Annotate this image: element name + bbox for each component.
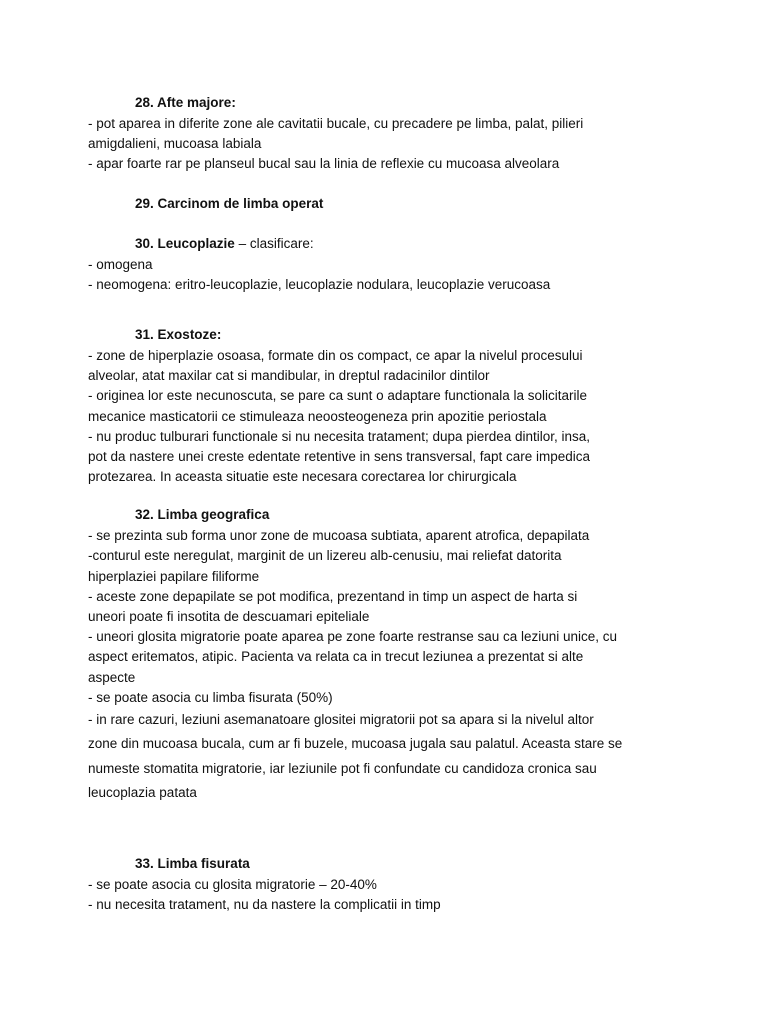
paragraph-line: - neomogena: eritro-leucoplazie, leucoplazie nodulara, leucoplazie verucoasa <box>88 276 551 292</box>
section-29 <box>88 194 688 215</box>
section-number: 31. <box>135 326 154 342</box>
section-heading <box>88 234 688 255</box>
paragraph-line: - originea lor este necunoscuta, se pare ca sunt o adaptare functionala la solicitarile <box>88 388 588 404</box>
section-title: Limba geografica <box>157 507 270 523</box>
paragraph-line: mecanice masticatorii ce stimuleaza neoosteogeneza prin apozitie periostala <box>88 408 547 424</box>
paragraph-line: - omogena <box>88 256 153 272</box>
paragraph-line: - aceste zone depapilate se pot modifica, prezentand in timp un aspect de harta si <box>88 588 578 604</box>
paragraph-line: - uneori glosita migratorie poate aparea pe zone foarte restranse sau ca leziuni unice, cu <box>88 629 618 645</box>
section-title-suffix: – clasificare: <box>234 235 314 251</box>
paragraph-line: protezarea. In aceasta situatie este necesara corectarea lor chirurgicala <box>88 469 517 485</box>
section-31 <box>88 325 688 487</box>
paragraph-line: alveolar, atat maxilar cat si mandibular, in dreptul radacinilor dintilor <box>88 368 490 384</box>
section-33 <box>88 854 688 915</box>
paragraph-line: -conturul este neregulat, marginit de un lizereu alb-cenusiu, mai reliefat datorita <box>88 548 562 564</box>
paragraph-line: - se poate asocia cu glosita migratorie – 20-40% <box>88 876 377 892</box>
section-title: Exostoze <box>157 326 217 342</box>
paragraph-line: - in rare cazuri, leziuni asemanatoare glositei migratorii pot sa apara si la nivelul altor <box>88 711 594 727</box>
paragraph-line: amigdalieni, mucoasa labiala <box>88 136 262 152</box>
document-page <box>88 93 688 915</box>
section-number: 28. <box>135 95 154 110</box>
section-28 <box>88 93 688 175</box>
paragraph-line: numeste stomatita migratorie, iar leziunile pot fi confundate cu candidoza cronica sau <box>88 760 597 776</box>
section-number: 29. <box>135 195 154 211</box>
section-heading <box>88 505 688 526</box>
section-title: Afte majore <box>157 95 232 110</box>
paragraph-line: leucoplazia patata <box>88 785 197 801</box>
section-heading <box>88 93 688 114</box>
paragraph-line: aspecte <box>88 669 136 685</box>
section-title-suffix: : <box>216 326 222 342</box>
section-title: Leucoplazie <box>157 235 235 251</box>
section-title-suffix: : <box>231 95 236 110</box>
section-heading <box>88 325 688 346</box>
paragraph-line: pot da nastere unei creste edentate retentive in sens transversal, fapt care impedica <box>88 448 591 464</box>
section-number: 33. <box>135 855 154 871</box>
paragraph-line: - nu necesita tratament, nu da nastere la complicatii in timp <box>88 897 441 913</box>
section-heading <box>88 854 688 875</box>
paragraph-line: - apar foarte rar pe planseul bucal sau la linia de reflexie cu mucoasa alveolara <box>88 156 560 172</box>
paragraph-line: - pot aparea in diferite zone ale cavitatii bucale, cu precadere pe limba, palat, pilieri <box>88 116 584 131</box>
section-30 <box>88 234 688 295</box>
paragraph-line: - nu produc tulburari functionale si nu necesita tratament; dupa pierdea dintilor, insa, <box>88 428 591 444</box>
section-number: 30. <box>135 235 154 251</box>
section-32 <box>88 505 688 806</box>
paragraph-line: aspect eritematos, atipic. Pacienta va relata ca in trecut leziunea a prezentat si alte <box>88 649 584 665</box>
paragraph-line: uneori poate fi insotita de descuamari epiteliale <box>88 609 370 624</box>
paragraph-line: zone din mucoasa bucala, cum ar fi buzele, mucoasa jugala sau palatul. Aceasta stare se <box>88 736 623 752</box>
paragraph-line: hiperplaziei papilare filiforme <box>88 568 260 584</box>
section-number: 32. <box>135 507 154 523</box>
paragraph-line: - se poate asocia cu limba fisurata (50%) <box>88 689 333 705</box>
section-heading <box>88 194 688 215</box>
paragraph-line: - se prezinta sub forma unor zone de mucoasa subtiata, aparent atrofica, depapilata <box>88 528 590 544</box>
section-title: Limba fisurata <box>157 855 250 871</box>
section-title: Carcinom de limba operat <box>157 195 324 211</box>
paragraph-line: - zone de hiperplazie osoasa, formate din os compact, ce apar la nivelul procesului <box>88 347 583 363</box>
